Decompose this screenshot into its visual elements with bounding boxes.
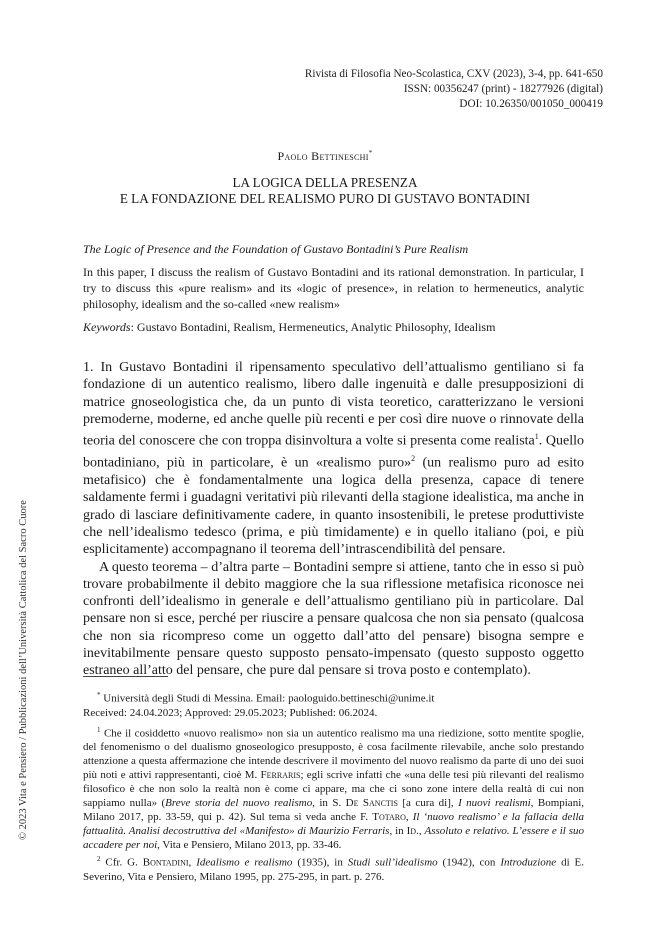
journal-header: [305, 67, 603, 112]
paragraph-1-part-a: 1. In Gustavo Bontadini il ripensamento speculativo dell’attualismo gentiliano si fa fondazione di un autentico realismo, libero dalle ingenuità e dalle presupposizioni di matrice gnoseologistica che, da un punto di vista teoretico, caratterizzano le versioni premoderne, moderne, ed anche quelle più recenti e per così dire nuove o rinnovate della teoria del conoscere che con troppa disinvoltura a volte si presenta come realista: [83, 360, 584, 449]
footnote-1-text-h: .,: [416, 825, 425, 838]
footnote-2-mark: 2: [97, 855, 101, 864]
issn-line: ISSN: 00356247 (print) - 18277926 (digital): [403, 83, 603, 95]
footnote-2-work-1: Idealismo e realismo: [196, 856, 293, 869]
keywords: [83, 320, 584, 335]
footnote-2-text-c: (1935), in: [292, 856, 348, 869]
footnotes: [83, 688, 584, 884]
footnote-1-text-d: [a cura di],: [397, 797, 459, 810]
footnote-2-author-bontadini: Bontadini: [142, 856, 189, 869]
paragraph-1: [83, 359, 584, 559]
footnote-1-text-j: , Vita e Pensiero, Milano 2013, pp. 33-46.: [157, 839, 342, 852]
footnote-1-author-ferraris: Ferraris: [260, 769, 301, 782]
english-title: The Logic of Presence and the Foundation of Gustavo Bontadini’s Pure Realism: [83, 242, 469, 256]
footnote-1-mark: 1: [97, 725, 101, 734]
doi-line: DOI: 10.26350/001050_000419: [459, 98, 603, 110]
footnote-2-text-a: Cfr. G.: [100, 856, 143, 869]
paragraph-1-part-b: . Quello bontadiniano, più in particolare, è un «realismo puro»: [83, 433, 585, 471]
footnote-author-dates: Received: 24.04.2023; Approved: 29.05.2023; Published: 06.2024.: [83, 706, 378, 719]
footnote-author-mark: *: [97, 691, 101, 699]
article-title-line2: E LA FONDAZIONE DEL REALISMO PURO DI GUSTAVO BONTADINI: [119, 191, 531, 206]
footnote-1-author-id: Id: [406, 825, 417, 838]
footnote-1-work-4: Assoluto e relativo. L’essere e il suo accadere per noi: [83, 825, 585, 852]
footnote-1-text-g: , in: [389, 825, 407, 838]
body-text: [83, 359, 584, 680]
keywords-text: : Gustavo Bontadini, Realism, Hermeneutics, Analytic Philosophy, Idealism: [130, 320, 496, 334]
journal-citation: Rivista di Filosofia Neo-Scolastica, CXV (2023), 3-4, pp. 641-650: [304, 68, 603, 80]
footnote-2-text-e: di E. Severino, Vita e Pensiero, Milano 1995, pp. 275-295, in part. p. 276.: [83, 856, 585, 883]
paragraph-2: A questo teorema – d’altra parte – Bontadini sempre si attiene, tanto che in esso si può trovare probabilmente il debito maggiore che la sua riflessione metafisica riconosce nei confronti dell’idealismo in generale e dell’attualismo gentiliano più in particolare. Dal pensare non si esce, perché per riuscire a pensare qualcosa che non sia pensato (qualcosa che non sia ricompreso come un oggetto dall’atto del pensare) bisogna sempre e inevitabilmente pensare questo supposto pensato-impensato (questo supposto oggetto estraneo all’atto del pensare, che pure dal pensare si trova posto e contemplato).: [83, 559, 584, 679]
footnote-1-author-desanctis: De Sanctis: [345, 797, 398, 810]
footnote-2-text-b: ,: [188, 856, 197, 869]
footnote-divider: [83, 676, 168, 677]
footnote-ref-1: 1: [534, 432, 539, 442]
footnote-1-text-b: ; egli scrive infatti che «una delle tesi più rilevanti del realismo filosofico è che non solo la realtà non è come ci appare, ma che ci sono zone intere della realtà di cui non sappiamo nulla» (: [83, 769, 584, 810]
footnote-author-affiliation: Università degli Studi di Messina. Email: paologuido.bettineschi@unime.it: [100, 692, 435, 705]
footnote-1-text-e: , Bompiani, Milano 2017, pp. 33-59, qui p. 42). Sul tema si veda anche F.: [83, 797, 584, 824]
footnote-1-text-f: ,: [405, 811, 413, 824]
footnote-2: [83, 852, 584, 884]
keywords-label: Keywords: [83, 320, 131, 334]
author-name-text: Paolo Bettineschi: [277, 149, 369, 163]
footnote-1-text-c: , in S.: [312, 797, 346, 810]
article-title: [0, 175, 650, 207]
paragraph-1-part-c: (un realismo puro ad esito metafisico) che è fondamentalmente una logica della presenza, capace di tenere saldamente fermi i guadagni veritativi più rilevanti della stagione idealistica, ma anche in grado di lasciare definitivamente cadere, in quanto insostenibili, le pretese produttiviste che nell’idealismo tedesco (prima, e più timidamente) e in quello italiano (poi, e più esplicitamente) accompagnano il teorema dell’intrascendibilità del pensare.: [83, 455, 585, 558]
footnote-2-work-2: Studi sull’idealismo: [347, 856, 438, 869]
footnote-1-author-totaro: Totaro: [372, 811, 406, 824]
footnote-author: [83, 688, 584, 720]
author-name: [0, 149, 650, 164]
footnote-2-work-3: Introduzione: [500, 856, 557, 869]
copyright-text: © 2023 Vita e Pensiero / Pubblicazioni dell’Università Cattolica del Sacro Cuore: [18, 500, 29, 840]
article-title-line1: LA LOGICA DELLA PRESENZA: [232, 175, 418, 190]
abstract: In this paper, I discuss the realism of Gustavo Bontadini and its rational demonstration. In particular, I try to discuss this «pure realism» and its «logic of presence», in relation to hermeneutics, analytic philosophy, idealism and the so-called «new realism»: [83, 265, 584, 311]
footnote-1-work-1: Breve storia del nuovo realismo: [165, 797, 313, 810]
footnote-ref-2: 2: [411, 454, 416, 464]
footnote-1-work-3: Il ‘nuovo realismo’ e la fallacia della fattualità. Analisi decostruttiva del «Manifesto» di Maurizio Ferraris: [83, 811, 584, 838]
footnote-1-text-a: Che il cosiddetto «nuovo realismo» non sia un autentico realismo ma una riedizione, sotto mentite spoglie, del fenomenismo o del dualismo gnoseologico presupposto, è cosa facilmente rilevabile, anche solo prestando attenzione a questa affermazione che intende descrivere il movimento del nuovo realismo da parte di uno dei suoi più noti e attivi rappresentanti, cioè M.: [83, 727, 584, 782]
footnote-2-text-d: (1942), con: [437, 856, 501, 869]
footnote-1-work-2: I nuovi realismi: [458, 797, 531, 810]
footnote-1: [83, 723, 584, 853]
author-footnote-mark: *: [368, 149, 373, 157]
